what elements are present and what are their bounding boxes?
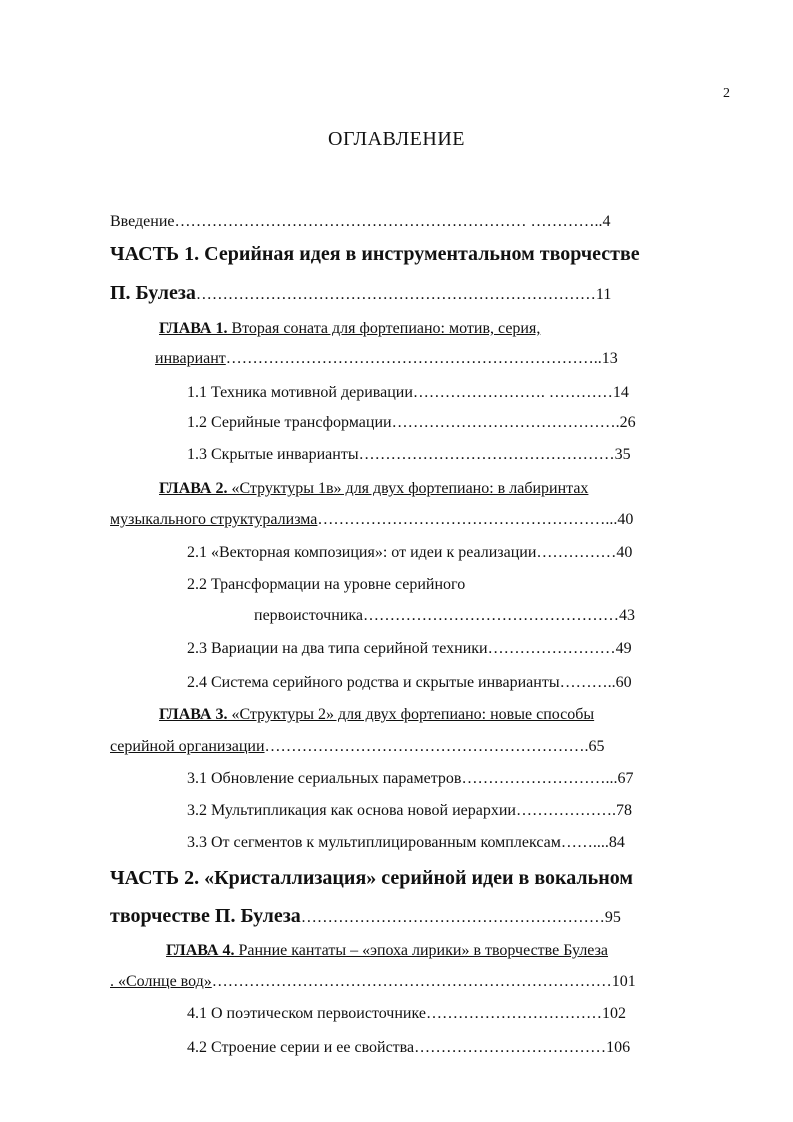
part-label: ЧАСТЬ 1 [110, 243, 195, 265]
toc-section-4-2: 4.2 Строение серии и ее свойства………………………………106 [187, 1039, 631, 1056]
chapter-title-cont: серийной организации [110, 738, 265, 755]
part-title: . «Кристаллизация» серийной идеи в вокальном [194, 867, 633, 889]
leader-dots: …………………………………………………95 [300, 909, 621, 926]
toc-section-2-1: 2.1 «Векторная композиция»: от идеи к реализации……………40 [187, 544, 633, 561]
toc-chapter-3 [159, 705, 594, 725]
leader-dots: …………………………………………………….65 [264, 738, 605, 755]
part-label: ЧАСТЬ 2 [110, 867, 195, 889]
leader-dots: ………………………………………………...40 [317, 511, 634, 528]
toc-section-2-2-cont: первоисточника…………………………………………43 [254, 607, 635, 624]
toc-part-2-heading-cont [110, 904, 621, 930]
toc-section-3-1: 3.1 Обновление сериальных параметров………………………...67 [187, 770, 634, 787]
chapter-title: Ранние кантаты – «эпоха лирики» в творчестве Булеза [234, 942, 609, 959]
toc-chapter-2 [159, 479, 588, 499]
chapter-label: ГЛАВА 3. [159, 706, 228, 723]
toc-section-1-1: 1.1 Техника мотивной деривации……………………. …………14 [187, 384, 629, 401]
toc-part-1-heading [110, 242, 640, 266]
toc-chapter-1-cont [155, 349, 618, 369]
chapter-title-cont: . «Солнце вод» [110, 973, 212, 990]
toc-section-2-2: 2.2 Трансформации на уровне серийного [187, 576, 466, 593]
chapter-title-cont: инвариант [155, 350, 226, 367]
leader-dots: ……………………………………………………………..13 [225, 350, 618, 367]
toc-section-4-1: 4.1 О поэтическом первоисточнике……………………………102 [187, 1005, 626, 1022]
toc-section-2-3: 2.3 Вариации на два типа серийной техники……………………49 [187, 640, 632, 657]
chapter-title: «Структуры 1в» для двух фортепиано: в лабиринтах [227, 480, 589, 497]
chapter-title: «Структуры 2» для двух фортепиано: новые способы [227, 706, 595, 723]
part-title: . Серийная идея в инструментальном творчестве [194, 243, 640, 265]
chapter-title-cont: музыкального структурализма [110, 511, 318, 528]
chapter-label: ГЛАВА 4. [166, 942, 235, 959]
part-title-cont: П. Булеза [110, 282, 196, 304]
toc-part-1-heading-cont [110, 281, 611, 307]
toc-entry-intro: Введение………………………………………………………… …………..4 [110, 213, 611, 230]
toc-section-1-2: 1.2 Серийные трансформации…………………………………….26 [187, 414, 636, 431]
part-title-cont: творчестве П. Булеза [110, 905, 301, 927]
toc-section-2-4: 2.4 Система серийного родства и скрытые инварианты………..60 [187, 674, 632, 691]
toc-part-2-heading [110, 866, 633, 890]
toc-chapter-4 [166, 941, 608, 961]
leader-dots: …………………………………………………………………11 [195, 286, 612, 303]
toc-chapter-4-cont [110, 972, 636, 992]
page-title: ОГЛАВЛЕНИЕ [328, 128, 465, 150]
chapter-label: ГЛАВА 2. [159, 480, 228, 497]
toc-chapter-2-cont [110, 510, 633, 530]
leader-dots: …………………………………………………………………101 [211, 973, 636, 990]
toc-section-3-2: 3.2 Мультипликация как основа новой иерархии……………….78 [187, 802, 632, 819]
chapter-title: Вторая соната для фортепиано: мотив, серия, [227, 320, 541, 337]
chapter-label: ГЛАВА 1. [159, 320, 228, 337]
toc-section-1-3: 1.3 Скрытые инварианты…………………………………………35 [187, 446, 631, 463]
toc-section-3-3: 3.3 От сегментов к мультиплицированным комплексам……....84 [187, 834, 625, 851]
toc-chapter-1 [159, 319, 540, 339]
toc-chapter-3-cont [110, 737, 605, 757]
page-number: 2 [723, 86, 730, 101]
